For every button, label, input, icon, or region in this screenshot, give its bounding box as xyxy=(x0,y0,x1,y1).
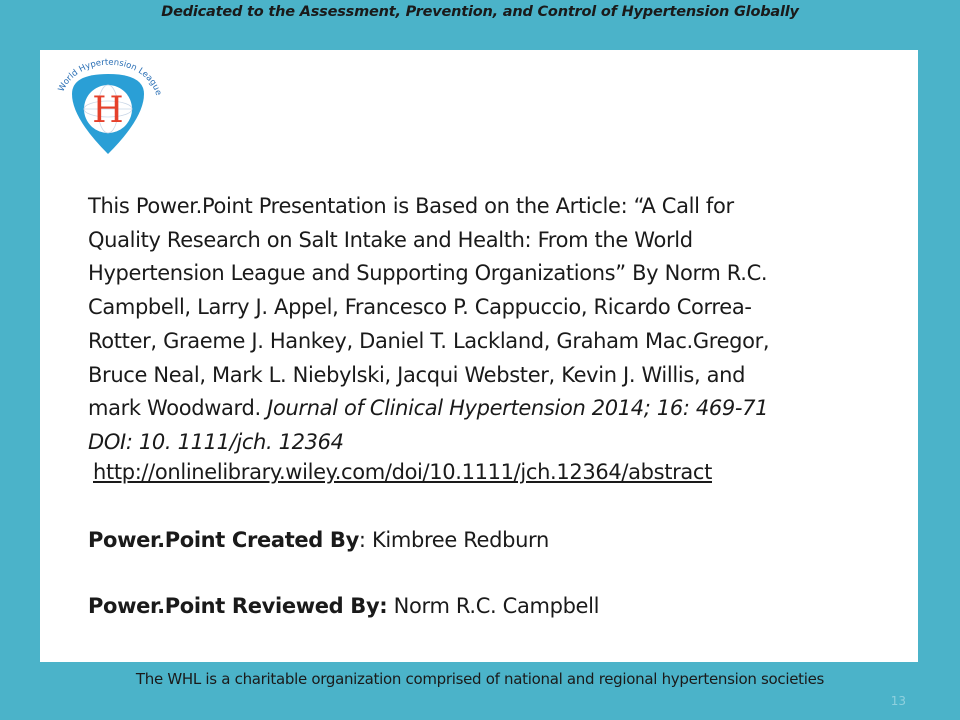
header-banner: Dedicated to the Assessment, Prevention, and Control of Hypertension Globally xyxy=(161,4,799,20)
created-by-credit xyxy=(88,528,549,552)
created-by-label: Power.Point Created By xyxy=(88,528,359,552)
article-line-journal xyxy=(88,392,868,426)
article-line: Quality Research on Salt Intake and Health: From the World xyxy=(88,227,693,252)
created-by-name: Kimbree Redburn xyxy=(371,528,549,552)
whl-logo xyxy=(52,56,164,156)
footer-tagline: The WHL is a charitable organization comprised of national and regional hypertension societies xyxy=(135,670,825,688)
created-by-separator: : xyxy=(358,528,372,552)
logo-letter: H xyxy=(92,90,124,131)
article-line: Rotter, Graeme J. Hankey, Daniel T. Lackland, Graham Mac.Gregor, xyxy=(88,328,770,353)
article-line: Campbell, Larry J. Appel, Francesco P. Cappuccio, Ricardo Correa- xyxy=(88,295,752,320)
article-doi: DOI: 10. 1111/jch. 12364 xyxy=(88,429,344,454)
article-line: Bruce Neal, Mark L. Niebylski, Jacqui Webster, Kevin J. Willis, and xyxy=(88,362,746,387)
reviewed-by-label: Power.Point Reviewed By: xyxy=(88,594,388,618)
journal-citation: Journal of Clinical Hypertension 2014; 16: 469-71 xyxy=(267,396,769,421)
article-line: This Power.Point Presentation is Based on the Article: “A Call for xyxy=(88,194,734,218)
article-line: Hypertension League and Supporting Organizations” By Norm R.C. xyxy=(88,261,768,286)
article-link[interactable]: http://onlinelibrary.wiley.com/doi/10.1111/jch.12364/abstract xyxy=(93,460,712,484)
article-authors-end: mark Woodward. xyxy=(88,396,268,421)
reviewed-by-name: Norm R.C. Campbell xyxy=(387,594,600,618)
slide-number: 13 xyxy=(890,694,906,708)
logo-arc-text: World Hypertension League xyxy=(56,57,164,97)
article-reference xyxy=(88,190,868,460)
reviewed-by-credit xyxy=(88,594,599,618)
